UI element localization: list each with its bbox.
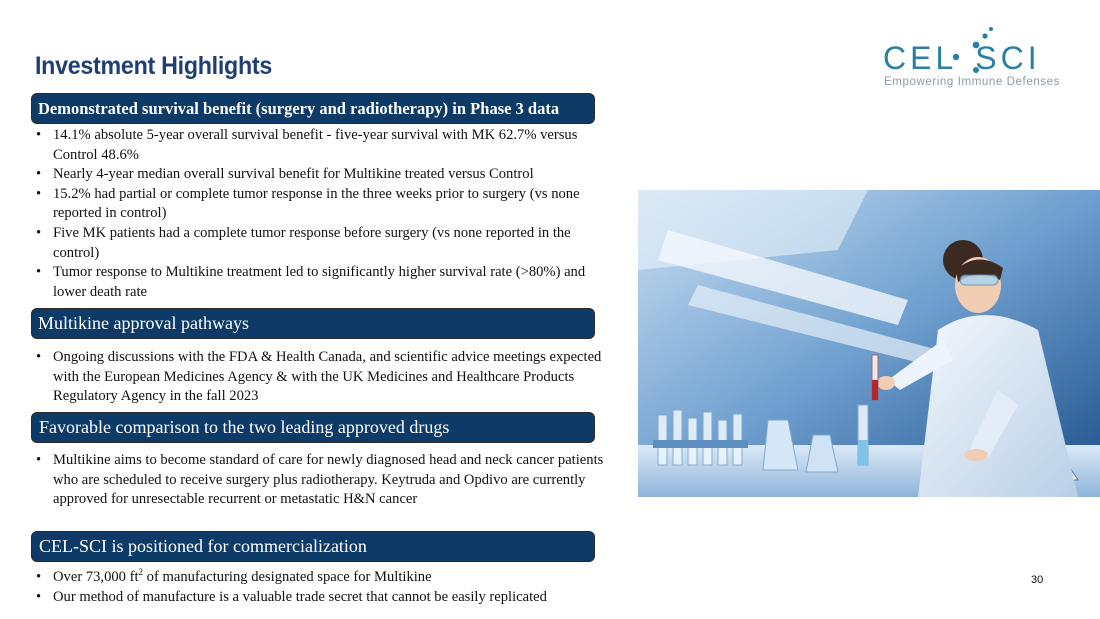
- slide-title: Investment Highlights: [35, 52, 273, 80]
- logo-tagline: Empowering Immune Defenses: [884, 76, 1061, 88]
- list-item: • Nearly 4-year median overall survival benefit for Multikine treated versus Control: [36, 165, 606, 185]
- commercialization-bullet-list: [36, 568, 606, 607]
- section-header-survival: Demonstrated survival benefit (surgery and radiotherapy) in Phase 3 data: [31, 93, 595, 124]
- list-item: • Multikine aims to become standard of care for newly diagnosed head and neck cancer patients who are scheduled to receive surgery plus radiotherapy. Keytruda and Opdivo are currently approved for unresectable recurrent or metastatic H&N cancer: [36, 451, 606, 510]
- cel-sci-logo: [880, 26, 1075, 90]
- survival-bullet-list: [36, 126, 606, 302]
- approval-bullet-list: [36, 348, 606, 407]
- comparison-bullet-list: [36, 451, 606, 510]
- list-item: • Over 73,000 $ft^2$ of manufacturing designated space for Multikine: [36, 568, 606, 588]
- list-item: • Five MK patients had a complete tumor response before surgery (vs none reported in the control): [36, 224, 606, 263]
- list-item: • Ongoing discussions with the FDA & Health Canada, and scientific advice meetings expected with the European Medicines Agency & with the UK Medicines and Healthcare Products Regulatory Agency in the fall 2023: [36, 348, 606, 407]
- page-number: 30: [1031, 574, 1044, 586]
- section-header-approval: Multikine approval pathways: [31, 308, 595, 339]
- section-header-comparison: Favorable comparison to the two leading approved drugs: [31, 412, 595, 443]
- list-item: • 15.2% had partial or complete tumor response in the three weeks prior to surgery (vs none reported in control): [36, 185, 606, 224]
- scientist-lab-photo: [638, 190, 1100, 497]
- list-item: • Tumor response to Multikine treatment led to significantly higher survival rate (>80%) and lower death rate: [36, 263, 606, 302]
- list-item: • 14.1% absolute 5-year overall survival benefit - five-year survival with MK 62.7% versus Control 48.6%: [36, 126, 606, 165]
- lab-photo-illustration: [638, 190, 1100, 497]
- logo-wordmark: CEL SCI: [883, 40, 1041, 76]
- section-header-commercialization: CEL-SCI is positioned for commercialization: [31, 531, 595, 562]
- list-item: • Our method of manufacture is a valuable trade secret that cannot be easily replicated: [36, 588, 606, 608]
